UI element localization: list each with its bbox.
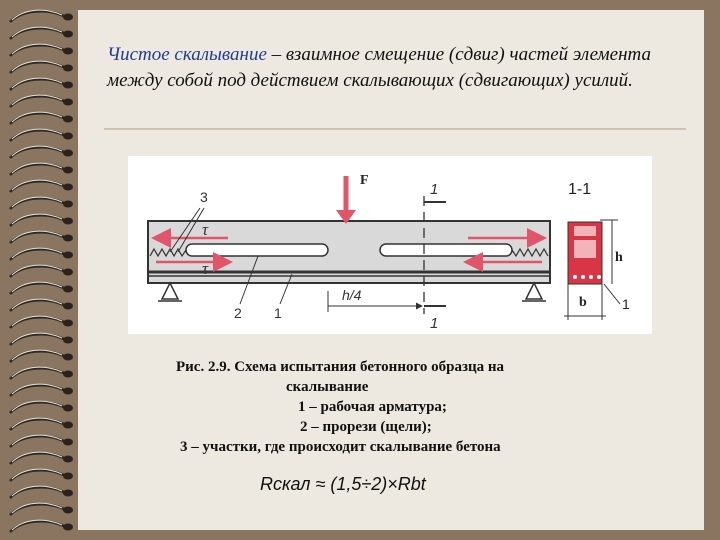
spiral-ring xyxy=(10,333,73,345)
spiral-ring xyxy=(10,95,73,107)
slot-left xyxy=(186,244,328,256)
caption-line-3: 1 – рабочая арматура; xyxy=(298,399,447,415)
spiral-ring xyxy=(10,520,73,532)
spiral-ring xyxy=(10,231,73,243)
width-label: b xyxy=(579,295,587,310)
definition-body: – взаимное смещение (сдвиг) частей элемента между собой под действием скалывающих (сдвигающих) усилий. xyxy=(107,44,651,91)
spiral-ring xyxy=(10,401,73,413)
section-title: 1-1 xyxy=(568,181,592,198)
spiral-ring xyxy=(10,299,73,311)
spiral-ring xyxy=(10,146,73,158)
spiral-ring xyxy=(10,78,73,90)
spiral-ring xyxy=(10,316,73,328)
support-right xyxy=(526,283,542,299)
divider-line xyxy=(104,128,686,130)
caption-line-4: 2 – прорези (щели); xyxy=(300,419,432,435)
spiral-ring xyxy=(10,197,73,209)
figure-caption xyxy=(150,357,640,457)
label-2: 2 xyxy=(234,305,242,321)
offset-label: h/4 xyxy=(342,287,362,303)
label-1: 1 xyxy=(274,305,282,321)
height-label: h xyxy=(615,250,623,265)
spiral-ring xyxy=(10,469,73,481)
spiral-ring xyxy=(10,282,73,294)
spiral-ring xyxy=(10,418,73,430)
spiral-ring xyxy=(10,112,73,124)
spiral-ring xyxy=(10,27,73,39)
spiral-ring xyxy=(10,486,73,498)
spiral-ring xyxy=(10,44,73,56)
spiral-ring xyxy=(10,265,73,277)
definition-text xyxy=(107,42,667,94)
caption-line-2: скалывание xyxy=(286,379,369,395)
label-3: 3 xyxy=(200,189,208,205)
caption-line-5: 3 – участки, где происходит скалывание бетона xyxy=(180,439,501,455)
section-side-label: 1 xyxy=(622,296,630,312)
spiral-ring xyxy=(10,452,73,464)
force-label: F xyxy=(360,173,369,188)
definition-term: Чистое скалывание xyxy=(107,44,267,65)
spiral-ring xyxy=(10,61,73,73)
spiral-ring xyxy=(10,248,73,260)
spiral-ring xyxy=(10,214,73,226)
spiral-ring xyxy=(10,10,73,22)
test-scheme-drawing xyxy=(128,156,652,334)
formula: Rcкал ≈ (1,5÷2)×Rbt xyxy=(260,474,426,494)
spiral-ring xyxy=(10,503,73,515)
spiral-ring xyxy=(10,367,73,379)
spiral-ring xyxy=(10,129,73,141)
test-scheme-figure xyxy=(128,156,652,334)
spiral-ring xyxy=(10,163,73,175)
section-mark-bottom: 1 xyxy=(430,315,439,332)
spiral-ring xyxy=(10,350,73,362)
spiral-ring xyxy=(10,435,73,447)
tau-label-bottom: τ xyxy=(202,259,209,278)
spiral-ring xyxy=(10,384,73,396)
caption-line-1: Рис. 2.9. Схема испытания бетонного образца на xyxy=(176,359,505,375)
slot-right xyxy=(380,244,512,256)
tau-label-top: τ xyxy=(202,220,209,239)
spiral-binding xyxy=(0,0,90,540)
support-left xyxy=(162,283,178,299)
section-mark-top: 1 xyxy=(430,181,439,198)
spiral-ring xyxy=(10,180,73,192)
